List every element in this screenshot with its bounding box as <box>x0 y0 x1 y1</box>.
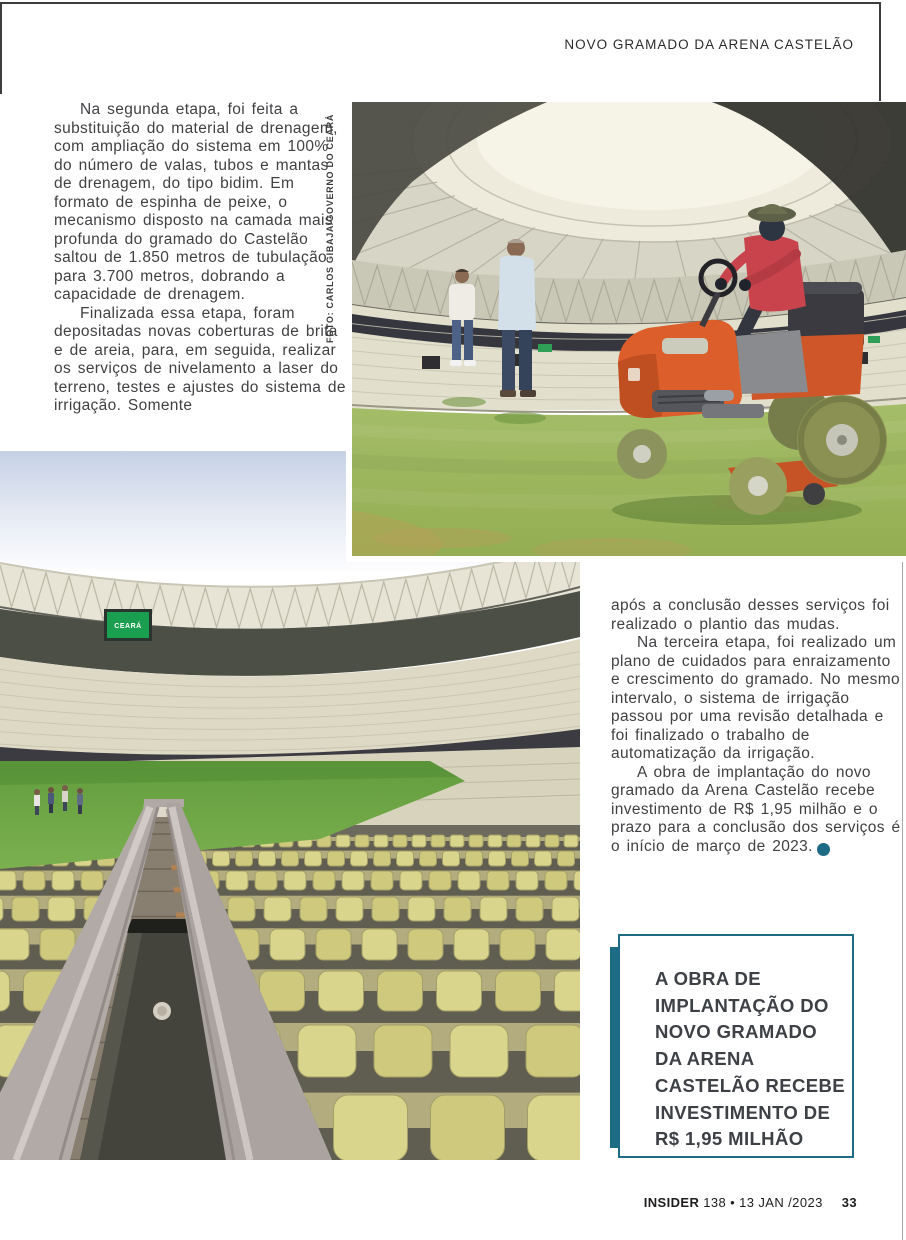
magazine-name: INSIDER <box>643 1195 700 1210</box>
body-paragraph: após a conclusão desses serviços foi realizado o plantio das mudas. <box>611 597 890 633</box>
pullquote-text: A OBRA DE IMPLANTAÇÃO DO NOVO GRAMADO DA ARENA CASTELÃO RECEBE INVESTIMENTO DE R$ 1,95 MILHÃO <box>655 968 845 1150</box>
page-title: NOVO GRAMADO DA ARENA CASTELÃO <box>564 37 854 52</box>
mower-headlight <box>662 338 708 354</box>
right-edge-tick <box>879 2 881 101</box>
rider-shoe <box>704 390 734 401</box>
body-paragraph: Na terceira etapa, foi realizado um plano de cuidados para enraizamento e crescimento do gramado. No mesmo intervalo, o sistema de irrigação passou por uma revisão detalhada e foi finalizado o trabalho de automatização da irrigação. <box>611 634 900 762</box>
body-paragraph: Finalizada essa etapa, foram depositadas novas coberturas de brita e de areia, para, em seguida, realizar os serviços de nivelamento a laser do terreno, testes e ajustes do sistema de irrigação. Somente <box>54 304 346 414</box>
left-edge-tick <box>0 2 2 94</box>
article-left-column <box>54 101 349 416</box>
article-right-column <box>611 597 904 856</box>
issue-date: 138 • 13 JAN /2023 <box>703 1195 823 1210</box>
page-footer <box>644 1195 857 1210</box>
body-paragraph: Na segunda etapa, foi feita a substituição do material de drenagem, com ampliação do sistema em 100% do número de valas, tubos e mantas de drenagem, do tipo bidim. Em formato de espinha de peixe, o mecanismo disposto na camada mais profunda do gramado do Castelão saltou de 1.850 metros de tubulação para 3.700 metros, dobrando a capacidade de drenagem. <box>54 101 338 303</box>
article-end-mark-icon: ✱ <box>817 843 830 856</box>
photo-credit: FOTO: CARLOS GIBAJA/GOVERNO DO CEARÁ <box>325 113 335 343</box>
top-rule <box>0 2 881 4</box>
page-number: 33 <box>841 1195 857 1210</box>
stadium-mower-photo <box>346 102 906 562</box>
scoreboard <box>104 609 152 641</box>
scoreboard-text: CEARÁ <box>114 623 142 630</box>
body-paragraph: A obra de implantação do novo gramado da Arena Castelão recebe investimento de R$ 1,95 milhão e o prazo para a conclusão dos serviços é o início de março de 2023. ✱ <box>611 763 901 855</box>
stadium-mower-illustration <box>352 102 906 556</box>
